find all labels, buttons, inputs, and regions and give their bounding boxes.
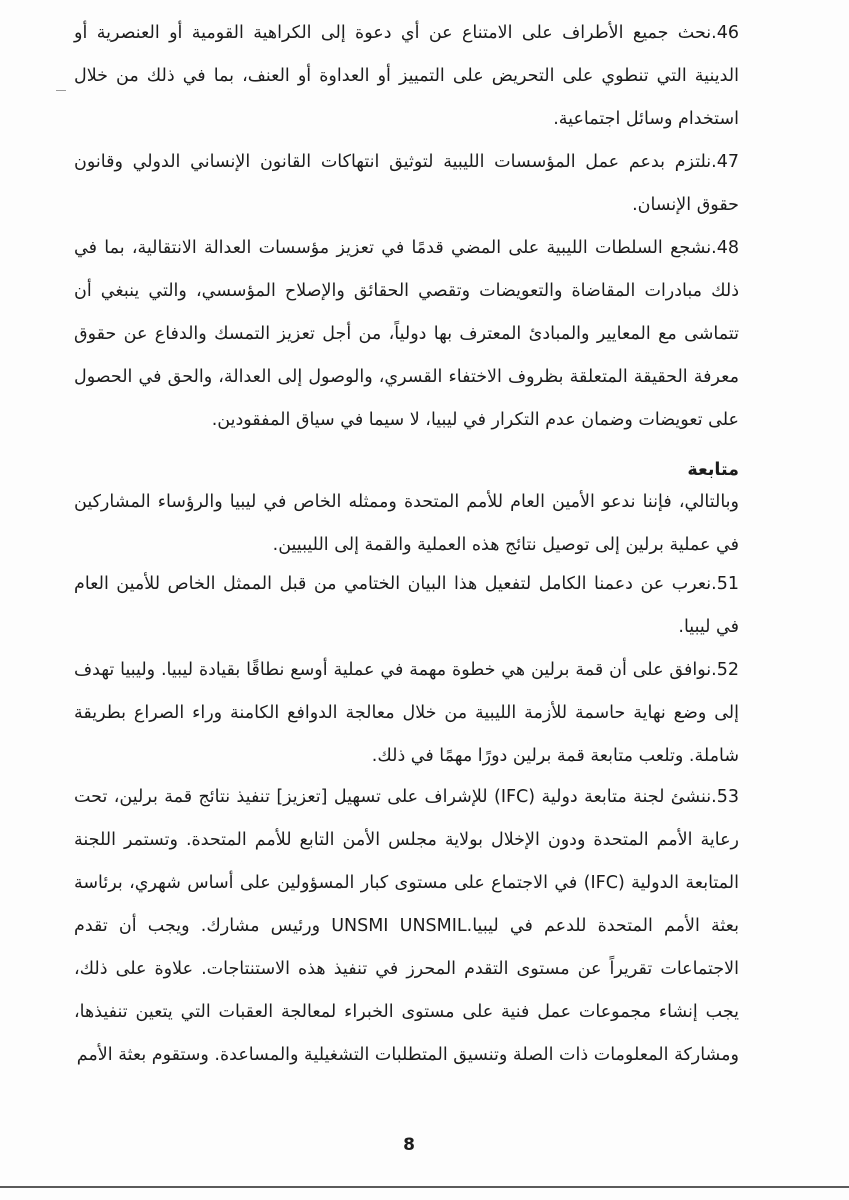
paragraph-48: 48.نشجع السلطات الليبية على المضي قدمًا في تعزيز مؤسسات العدالة الانتقالية، بما في ذلك مبادرات المقاضاة والتعويضات وتقصي الحقائق والإصلاح المؤسسي، والتي ينبغي أن تتماشى مع المعايير والمبادئ المعترف بها دولياً، من أجل تعزيز التمسك والدفاع عن حقوق معرفة الحقيقة المتعلقة بظروف الاختفاء القسري، والوصول إلى العدالة، والحق في الحصول على تعويضات وضمان عدم التكرار في ليبيا، لا سيما في سياق المفقودين.	[74, 238, 739, 430]
paragraph-51: 51.نعرب عن دعمنا الكامل لتفعيل هذا البيان الختامي من قبل الممثل الخاص للأمين العام في ليبيا.	[74, 574, 739, 637]
paragraph-48-block	[74, 227, 739, 442]
page-number: 8	[403, 1135, 415, 1155]
margin-mark	[56, 90, 66, 91]
section-heading-followup: متابعة	[687, 460, 739, 480]
paragraph-52: 52.نوافق على أن قمة برلين هي خطوة مهمة في عملية أوسع نطاقًا بقيادة ليبيا. وليبيا تهدف إلى وضع نهاية حاسمة للأزمة الليبية من خلال معالجة الدوافع الكامنة وراء الصراع بطريقة شاملة. وتلعب متابعة قمة برلين دورًا مهمًا في ذلك.	[74, 660, 739, 766]
paragraph-followup-block	[74, 481, 739, 567]
paragraph-46-block	[74, 12, 739, 141]
paragraph-53-block	[74, 776, 739, 1077]
paragraph-51-block	[74, 563, 739, 649]
footer-rule	[0, 1186, 849, 1188]
paragraph-53: 53.ننشئ لجنة متابعة دولية (IFC) للإشراف على تسهيل [تعزيز] تنفيذ نتائج قمة برلين، تحت رعاية الأمم المتحدة ودون الإخلال بولاية مجلس الأمن التابع للأمم المتحدة. وتستمر اللجنة المتابعة الدولية (IFC) في الاجتماع على مستوى كبار المسؤولين على أساس شهري، برئاسة بعثة الأمم المتحدة للدعم في ليبيا.UNSMI UNSMIL ورئيس مشارك. ويجب أن تقدم الاجتماعات تقريراً عن مستوى التقدم المحرز في تنفيذ هذه الاستنتاجات. علاوة على ذلك، يجب إنشاء مجموعات عمل فنية على مستوى الخبراء لمعالجة العقبات التي يتعين تنفيذها، ومشاركة المعلومات ذات الصلة وتنسيق المتطلبات التشغيلية والمساعدة. وستقوم بعثة الأمم	[74, 787, 739, 1065]
paragraph-52-block	[74, 649, 739, 778]
paragraph-46: 46.نحث جميع الأطراف على الامتناع عن أي دعوة إلى الكراهية القومية أو العنصرية أو الدينية التي تنطوي على التحريض على التمييز أو العداوة أو العنف، بما في ذلك من خلال استخدام وسائل اجتماعية.	[74, 23, 739, 129]
paragraph-followup: وبالتالي، فإننا ندعو الأمين العام للأمم المتحدة وممثله الخاص في ليبيا والرؤساء المشاركين في عملية برلين إلى توصيل نتائج هذه العملية والقمة إلى الليبيين.	[74, 492, 739, 555]
paragraph-47-block	[74, 141, 739, 227]
paragraph-47: 47.نلتزم بدعم عمل المؤسسات الليبية لتوثيق انتهاكات القانون الإنساني الدولي وقانون حقوق الإنسان.	[74, 152, 739, 215]
